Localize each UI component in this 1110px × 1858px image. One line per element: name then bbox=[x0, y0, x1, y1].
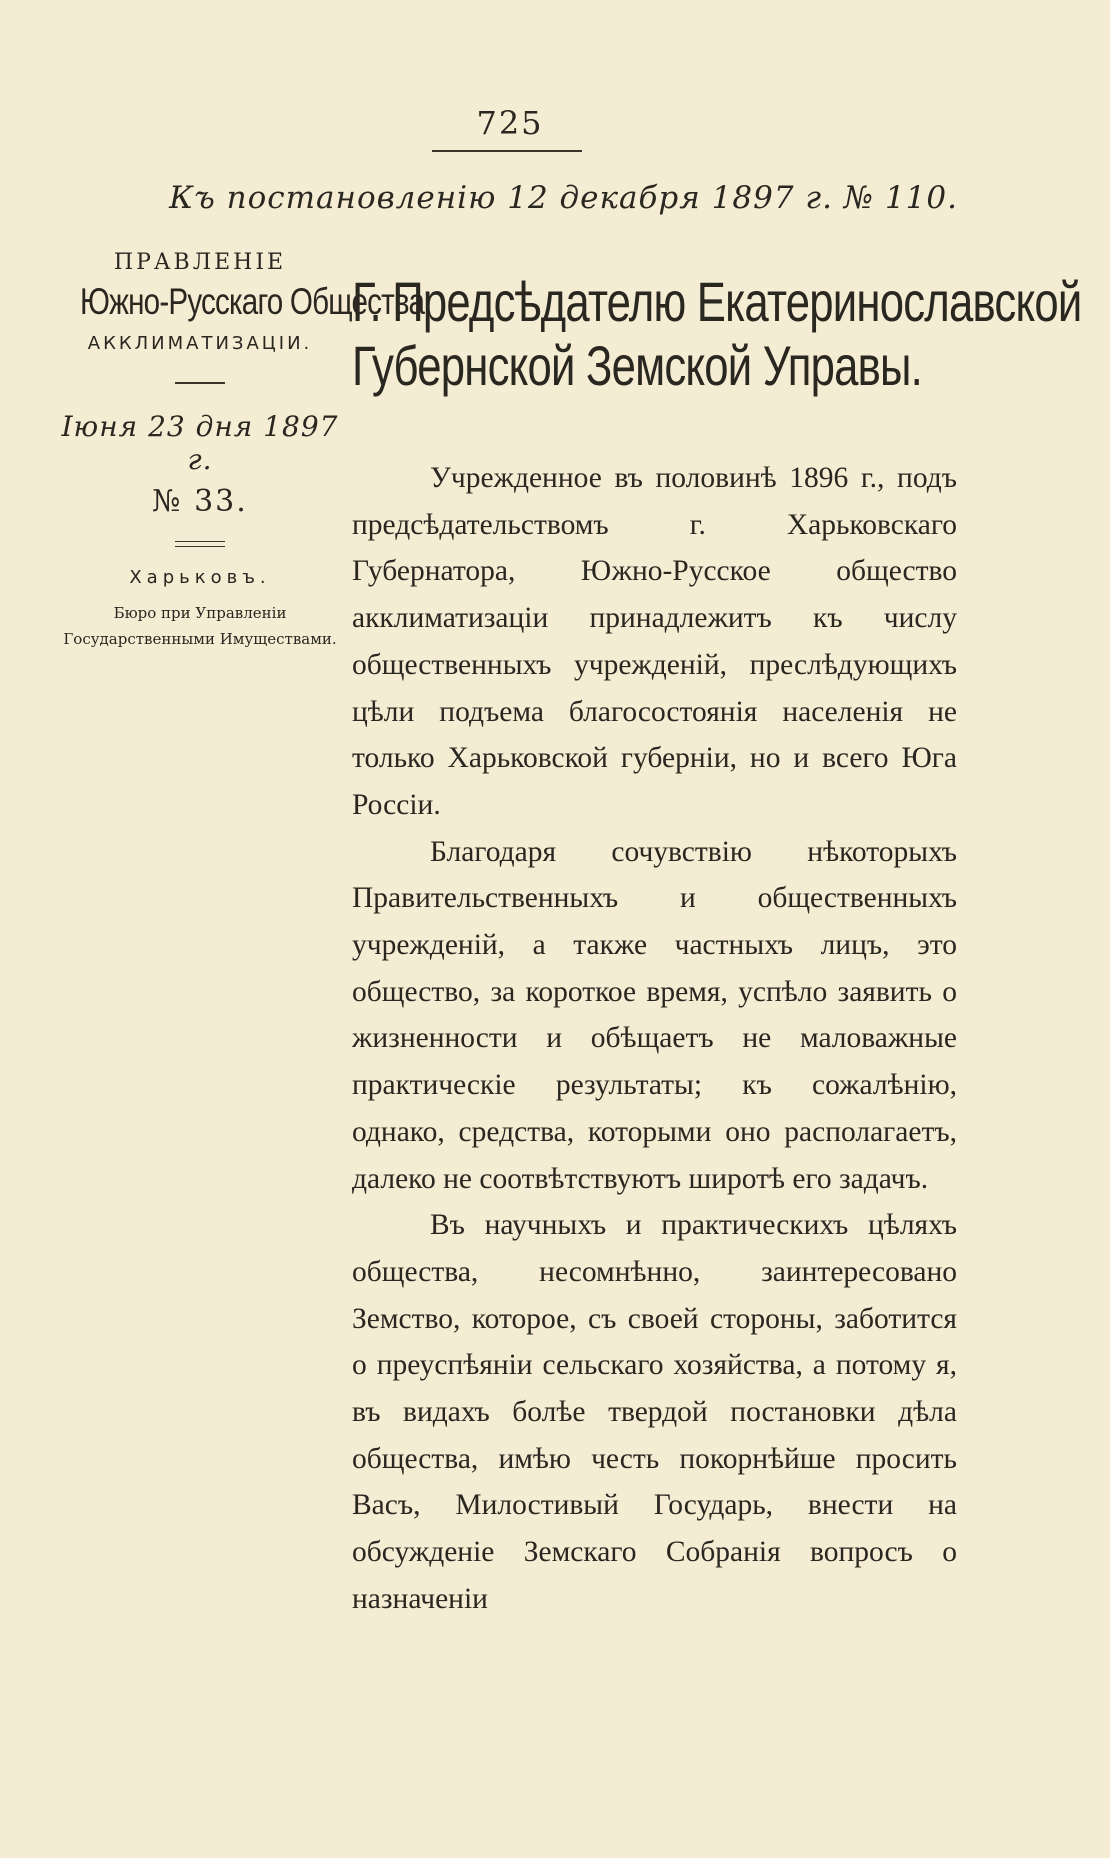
sender-block bbox=[50, 250, 425, 652]
letter-number: № 33. bbox=[152, 484, 248, 519]
reference-line: Къ постановленію 12 декабря 1897 г. № 110. bbox=[169, 180, 958, 216]
sender-subtitle: АККЛИМАТИЗАЦІИ. bbox=[87, 333, 313, 354]
page-number: 725 bbox=[476, 104, 544, 142]
addressee-line-2: Губернской Земской Управы. bbox=[352, 334, 923, 397]
body-paragraph-3: Въ научныхъ и практическихъ цѣляхъ общества, несомнѣнно, заинтересовано Земство, которое, съ своей стороны, заботится о преуспѣяніи сельскаго хозяйства, а потому я, въ видахъ болѣе твердой постановки дѣла общества, имѣю честь покорнѣйше просить Васъ, Милостивый Государь, внести на обсужденіе Земскаго Собранія вопросъ о назначеніи bbox=[352, 1209, 957, 1615]
bureau-note: Бюро при Управленіи Государственными Имуществами. bbox=[63, 604, 337, 648]
body-paragraph-1: Учрежденное въ половинѣ 1896 г., подъ предсѣдательствомъ г. Харьковскаго Губернатора, Южно-Русское общество акклиматизаціи принадлежитъ къ числу общественныхъ учрежденій, преслѣдующихъ цѣли подъема благосостоянія населенія не только Харьковской губерніи, но и всего Юга Россіи. bbox=[352, 462, 957, 821]
letter-date: Іюня 23 дня 1897 г. bbox=[61, 410, 339, 476]
addressee-line-1: Г. Предсѣдателю Екатеринославской bbox=[352, 270, 1082, 333]
double-divider bbox=[175, 541, 225, 547]
divider bbox=[175, 382, 225, 384]
sender-title: ПРАВЛЕНІЕ bbox=[113, 250, 287, 275]
letter-body bbox=[352, 455, 957, 1623]
body-paragraph-2: Благодаря сочувствію нѣкоторыхъ Правительственныхъ и общественныхъ учрежденій, а также частныхъ лицъ, это общество, за короткое время, успѣло заявить о жизненности и обѣщаетъ не маловажные практическіе результаты; къ сожалѣнію, однако, средства, которыми оно располагаетъ, далеко не соотвѣтствуютъ широтѣ его задачъ. bbox=[352, 835, 957, 1195]
addressee-heading bbox=[352, 270, 1082, 398]
page-number-rule bbox=[432, 150, 582, 152]
sender-organization: Южно-Русскаго Общества bbox=[80, 281, 425, 322]
city: Харьковъ. bbox=[129, 567, 271, 588]
